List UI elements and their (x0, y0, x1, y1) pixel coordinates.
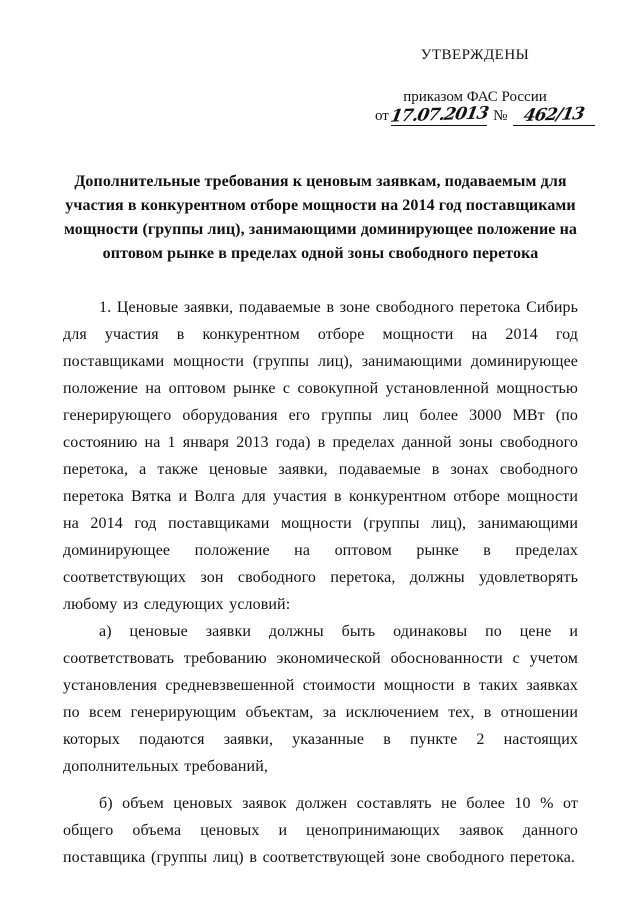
number-prefix-label: № (493, 108, 508, 124)
document-title: Дополнительные требования к ценовым заявкам, подаваемым для участия в конкурентном отборе мощности на 2014 год поставщиками мощности (группы лиц), занимающими доминирующее положение на оптовом рынке в пределах одной зоны свободного перетока (63, 173, 578, 262)
date-prefix-label: от (375, 108, 389, 124)
handwritten-number-field (513, 103, 595, 127)
approval-order-line: приказом ФАС России (403, 89, 547, 105)
approval-date-line (375, 103, 586, 127)
approval-status-label: УТВЕРЖДЕНЫ (420, 47, 530, 63)
handwritten-date: 17.07.2013 (388, 103, 490, 127)
paragraph-1: 1. Ценовые заявки, подаваемые в зоне свободного перетока Сибирь для участия в конкурентном отборе мощности на 2014 год поставщиками мощности (группы лиц), занимающими доминирующее положение на оптовом рынке с совокупной установленной мощностью генерирующего оборудования его группы лиц более 3000 МВт (по состоянию на 1 января 2013 года) в пределах данной зоны свободного перетока, а также ценовые заявки, подаваемые в зонах свободного перетока Вятка и Волга для участия в конкурентном отборе мощности на 2014 год поставщиками мощности (группы лиц), занимающими доминирующее положение на оптовом рынке в пределах соответствующих зон свободного перетока, должны удовлетворять любому из следующих условий: (63, 299, 578, 613)
handwritten-number: 462/13 (522, 103, 586, 127)
paragraph-a: а) ценовые заявки должны быть одинаковы по цене и соответствовать требованию экономической обоснованности с учетом установления средневзвешенной стоимости мощности в таких заявках по всем генерирующим объектам, за исключением тех, в отношении которых подаются заявки, указанные в пункте 2 настоящих дополнительных требований, (63, 623, 578, 775)
handwritten-date-field (388, 103, 490, 127)
paragraph-b: б) объем ценовых заявок должен составлять не более 10 % от общего объема ценовых и ценопринимающих заявок данного поставщика (группы лиц) в соответствующей зоне свободного перетока. (63, 795, 578, 866)
approval-block (375, 46, 586, 127)
document-body (63, 294, 578, 871)
